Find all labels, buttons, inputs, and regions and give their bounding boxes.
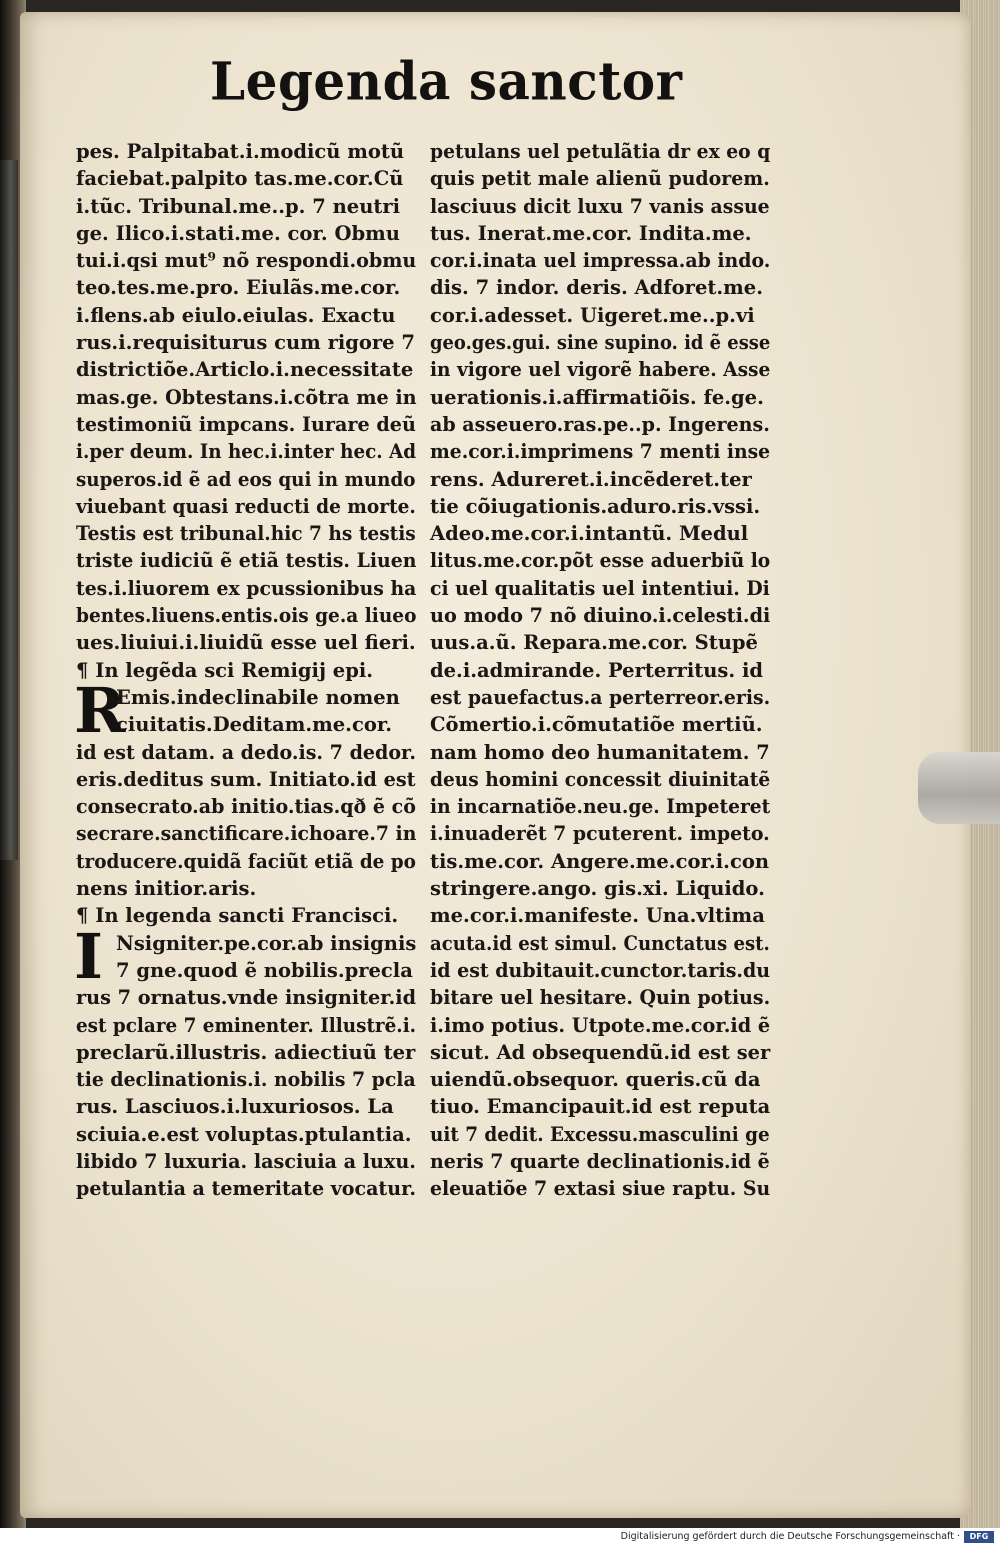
text-line: litus.me.cor.põt esse aduerbiũ lo bbox=[430, 549, 771, 573]
text-line: uerationis.i.affirmatiõis. fe.ge. bbox=[430, 385, 764, 409]
section-heading-remigius: ¶ In legẽda sci Remigij epi. bbox=[76, 658, 374, 682]
footer-credit: Digitalisierung gefördert durch die Deutsche Forschungsgemeinschaft · bbox=[620, 1531, 960, 1542]
text-line: troducere.quidã faciũt etiã de po bbox=[76, 849, 416, 873]
text-line: de.i.admirande. Perterritus. id bbox=[430, 658, 764, 682]
text-line: Cõmertio.i.cõmutatiõe mertiũ. bbox=[430, 713, 763, 737]
text-line: eleuatiõe 7 extasi siue raptu. Su bbox=[430, 1177, 771, 1201]
section-heading-franciscus: ¶ In legenda sancti Francisci. bbox=[76, 904, 399, 928]
text-line: tie declinationis.i. nobilis 7 pcla bbox=[76, 1068, 416, 1092]
text-line: secrare.sanctificare.ichoare.7 in bbox=[76, 822, 417, 846]
text-line: Adeo.me.cor.i.intantũ. Medul bbox=[430, 522, 749, 546]
running-head: Legenda sanctor bbox=[210, 50, 683, 113]
text-line: id est dubitauit.cunctor.taris.du bbox=[430, 958, 771, 982]
text-line: rus. Lasciuos.i.luxuriosos. La bbox=[76, 1095, 394, 1119]
text-line: faciebat.palpito tas.me.cor.Cũ bbox=[76, 167, 404, 191]
text-line: teo.tes.me.pro. Eiulãs.me.cor. bbox=[76, 276, 401, 300]
text-line: libido 7 luxuria. lasciuia a luxu. bbox=[76, 1149, 416, 1173]
text-line: quis petit male alienũ pudorem. bbox=[430, 167, 770, 191]
text-line: bitare uel hesitare. Quin potius. bbox=[430, 986, 771, 1010]
text-line: viuebant quasi reducti de morte. bbox=[76, 494, 416, 518]
text-line: sicut. Ad obsequendũ.id est ser bbox=[430, 1040, 771, 1064]
text-line: rens. Adureret.i.incẽderet.ter bbox=[430, 467, 752, 491]
text-line: lasciuus dicit luxu 7 vanis assue bbox=[430, 194, 770, 218]
text-line: uiendũ.obsequor. queris.cũ da bbox=[430, 1068, 761, 1092]
text-line: deus homini concessit diuinitatẽ bbox=[430, 767, 771, 791]
text-line: Emis.indeclinabile nomen bbox=[116, 685, 400, 709]
text-line: superos.id ẽ ad eos qui in mundo bbox=[76, 467, 416, 491]
text-line: i.inuaderẽt 7 pcuterent. impeto. bbox=[430, 822, 770, 846]
text-line: Testis est tribunal.hic 7 hs testis bbox=[76, 522, 416, 546]
drop-capital-r: R bbox=[74, 674, 126, 747]
text-line: pes. Palpitabat.i.modicũ motũ bbox=[76, 140, 405, 163]
text-line: districtiõe.Articlo.i.necessitate bbox=[76, 358, 414, 382]
text-line: tes.i.liuorem ex pcussionibus ha bbox=[76, 576, 417, 600]
text-line: acuta.id est simul. Cunctatus est. bbox=[430, 931, 770, 955]
drop-capital-i: I bbox=[74, 919, 104, 993]
text-line: i.imo potius. Utpote.me.cor.id ẽ bbox=[430, 1013, 771, 1037]
text-line: bentes.liuens.entis.ois ge.a liueo bbox=[76, 604, 417, 628]
text-line: in vigore uel vigorẽ habere. Asse bbox=[430, 358, 771, 382]
text-line: consecrato.ab initio.tias.qð ẽ cõ bbox=[76, 795, 416, 819]
left-column bbox=[76, 138, 416, 1203]
text-line: mas.ge. Obtestans.i.cõtra me in bbox=[76, 385, 417, 409]
text-line: est pclare 7 eminenter. Illustrẽ.i. bbox=[76, 1013, 417, 1037]
text-line: rus.i.requisiturus cum rigore 7 bbox=[76, 331, 415, 355]
text-line: in incarnatiõe.neu.ge. Impeteret bbox=[430, 795, 771, 819]
text-line: me.cor.i.manifeste. Una.vltima bbox=[430, 904, 765, 928]
binding-strip bbox=[0, 160, 18, 860]
text-line: testimoniũ impcans. Iurare deũ bbox=[76, 412, 416, 436]
text-line: 7 gne.quod ẽ nobilis.precla bbox=[116, 958, 413, 982]
text-line: tiuo. Emancipauit.id est reputa bbox=[430, 1095, 771, 1119]
text-line: cor.i.adesset. Uigeret.me..p.vi bbox=[430, 303, 755, 327]
text-line: tui.i.qsi mut⁹ nõ respondi.obmu bbox=[76, 249, 417, 273]
text-line: preclarũ.illustris. adiectiuũ ter bbox=[76, 1040, 416, 1064]
text-line: ge. Ilico.i.stati.me. cor. Obmu bbox=[76, 221, 400, 245]
text-line: ues.liuiui.i.liuidũ esse uel fieri. bbox=[76, 631, 416, 655]
text-line: neris 7 quarte declinationis.id ẽ bbox=[430, 1149, 770, 1173]
text-line: id est datam. a dedo.is. 7 dedor. bbox=[76, 740, 416, 764]
text-line: i.flens.ab eiulo.eiulas. Exactu bbox=[76, 303, 396, 327]
text-line: i.tũc. Tribunal.me..p. 7 neutri bbox=[76, 194, 401, 218]
text-line: petulantia a temeritate vocatur. bbox=[76, 1177, 416, 1201]
text-line: ciuitatis.Deditam.me.cor. bbox=[116, 713, 393, 737]
text-line: est pauefactus.a perterreor.eris. bbox=[430, 685, 771, 709]
text-line: cor.i.inata uel impressa.ab indo. bbox=[430, 249, 771, 273]
text-line: nam homo deo humanitatem. 7 bbox=[430, 740, 770, 764]
right-column bbox=[430, 138, 770, 1203]
text-line: uus.a.ũ. Repara.me.cor. Stupẽ bbox=[430, 631, 758, 655]
text-line: petulans uel petulãtia dr ex eo q bbox=[430, 140, 771, 163]
text-line: geo.ges.gui. sine supino. id ẽ esse bbox=[430, 331, 771, 355]
text-line: tie cõiugationis.aduro.ris.vssi. bbox=[430, 494, 761, 518]
text-line: uit 7 dedit. Excessu.masculini ge bbox=[430, 1122, 770, 1146]
text-line: me.cor.i.imprimens 7 menti inse bbox=[430, 440, 771, 464]
footer-bar bbox=[0, 1528, 1000, 1546]
text-line: ab asseuero.ras.pe..p. Ingerens. bbox=[430, 412, 770, 436]
text-line: uo modo 7 nõ diuino.i.celesti.di bbox=[430, 604, 771, 628]
page-tab-marker bbox=[918, 752, 1000, 824]
text-line: stringere.ango. gis.xi. Liquido. bbox=[430, 877, 765, 901]
text-line: ci uel qualitatis uel intentiui. Di bbox=[430, 576, 770, 600]
dfg-logo: DFG bbox=[964, 1531, 994, 1543]
text-line: sciuia.e.est voluptas.ptulantia. bbox=[76, 1122, 412, 1146]
text-line: eris.deditus sum. Initiato.id est bbox=[76, 767, 416, 791]
text-line: tis.me.cor. Angere.me.cor.i.con bbox=[430, 849, 770, 873]
text-line: rus 7 ornatus.vnde insigniter.id bbox=[76, 986, 417, 1010]
text-line: i.per deum. In hec.i.inter hec. Ad bbox=[76, 440, 417, 464]
text-line: triste iudiciũ ẽ etiã testis. Liuen bbox=[76, 549, 417, 573]
text-line: tus. Inerat.me.cor. Indita.me. bbox=[430, 221, 752, 245]
text-line: nens initior.aris. bbox=[76, 877, 257, 901]
text-line: Nsigniter.pe.cor.ab insignis bbox=[116, 931, 417, 955]
text-line: dis. 7 indor. deris. Adforet.me. bbox=[430, 276, 763, 300]
